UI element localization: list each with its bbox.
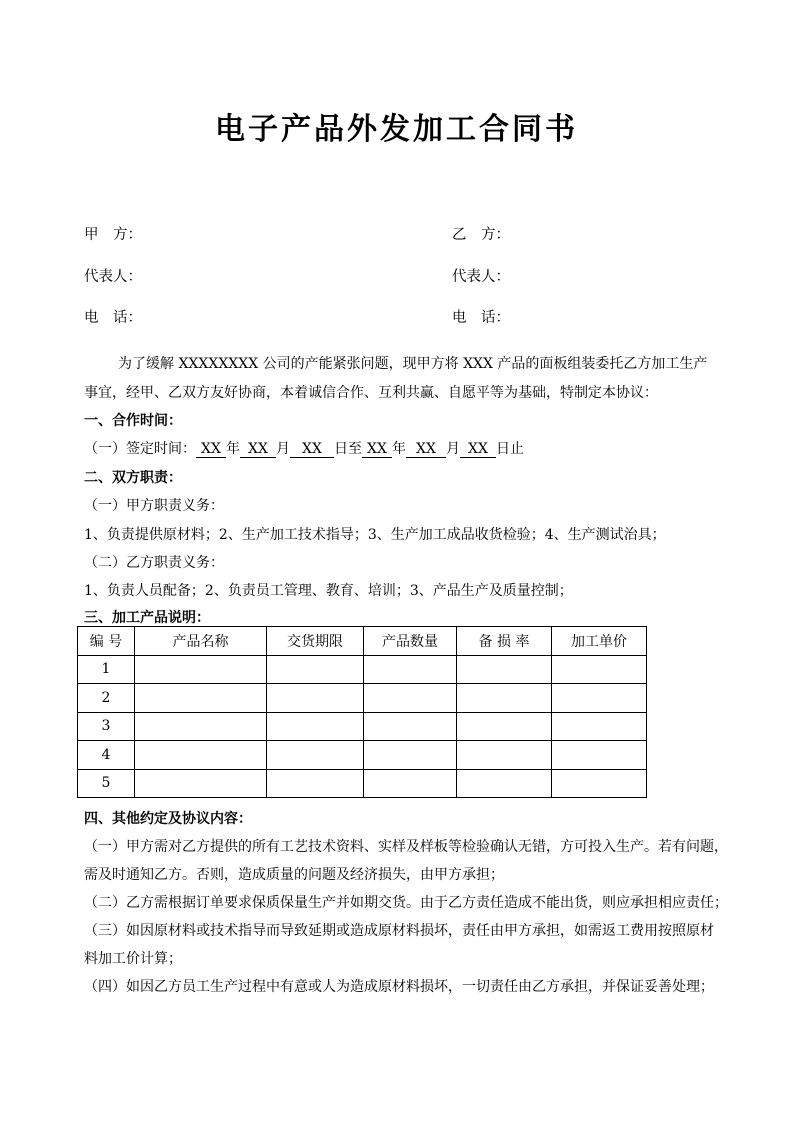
document-title: 电子产品外发加工合同书 (215, 112, 578, 147)
month-label-2: 月 (446, 441, 460, 457)
year-label-2: 年 (392, 441, 406, 457)
phone-b-label: 电 话： (452, 310, 510, 326)
clause-2: （二）乙方需根据订单要求保质保量生产并如期交货。由于乙方责任造成不能出货，则应承担相应责任； (84, 895, 728, 911)
product-table-header (78, 627, 647, 656)
end-month-blank: XX (406, 441, 446, 458)
clause-3-line-1: （三）如因原材料或技术指导而导致延期或造成原材料损坏，责任由甲方承担，如需返工费用按照原材 (84, 923, 714, 939)
end-day-blank: XX (460, 441, 496, 458)
party-b-duties-items: 1、负责人员配备；2、负责员工管理、教育、培训；3、产品生产及质量控制； (84, 583, 573, 599)
header-delivery-deadline: 交货期限 (267, 627, 364, 656)
section-4-heading: 四、其他约定及协议内容： (84, 811, 252, 827)
clause-1-line-2: 需及时通知乙方。否则，造成质量的问题及经济损失，由甲方承担； (84, 867, 504, 883)
clause-1-line-1: （一）甲方需对乙方提供的所有工艺技术资料、实样及样板等检验确认无错，方可投入生产。若有问题， (84, 839, 728, 855)
quantity-cell[interactable] (364, 684, 457, 713)
loss-rate-cell[interactable] (457, 741, 552, 770)
phone-a-label: 电 话： (84, 310, 142, 326)
party-a-duties-items: 1、负责提供原材料；2、生产加工技术指导；3、生产加工成品收货检验；4、生产测试治具； (84, 527, 666, 543)
day-end-label: 日止 (496, 441, 524, 457)
intro-line-1: 为了缓解 XXXXXXXX 公司的产能紧张问题，现甲方将 XXX 产品的面板组装委托乙方加工生产 (118, 356, 708, 372)
row-number: 3 (78, 712, 135, 741)
loss-rate-cell[interactable] (457, 769, 552, 798)
delivery-deadline-cell[interactable] (267, 769, 364, 798)
table-row (78, 655, 647, 684)
section-1-heading: 一、合作时间： (84, 413, 182, 429)
table-row (78, 684, 647, 713)
row-number: 5 (78, 769, 135, 798)
loss-rate-cell[interactable] (457, 655, 552, 684)
party-b-duties-title: （二）乙方职责义务： (84, 555, 224, 571)
delivery-deadline-cell[interactable] (267, 741, 364, 770)
delivery-deadline-cell[interactable] (267, 655, 364, 684)
table-row (78, 741, 647, 770)
loss-rate-cell[interactable] (457, 712, 552, 741)
party-a-label: 甲 方： (84, 227, 142, 243)
representative-a-label: 代表人： (84, 269, 142, 285)
section-2-heading: 二、双方职责： (84, 470, 182, 486)
header-quantity: 产品数量 (364, 627, 457, 656)
start-day-blank: XX (290, 441, 334, 458)
representative-b-label: 代表人： (452, 269, 510, 285)
clause-3-line-2: 料加工价计算； (84, 951, 182, 967)
loss-rate-cell[interactable] (457, 684, 552, 713)
sign-date-line (84, 438, 524, 458)
section-3-heading: 三、加工产品说明： (84, 610, 210, 626)
start-month-blank: XX (240, 441, 276, 458)
intro-line-2: 事宜，经甲、乙双方友好协商，本着诚信合作、互利共赢、自愿平等为基础，特制定本协议： (84, 385, 658, 401)
product-name-cell[interactable] (135, 741, 267, 770)
header-unit-price: 加工单价 (552, 627, 647, 656)
quantity-cell[interactable] (364, 741, 457, 770)
product-name-cell[interactable] (135, 712, 267, 741)
header-number: 编 号 (78, 627, 135, 656)
product-name-cell[interactable] (135, 655, 267, 684)
unit-price-cell[interactable] (552, 741, 647, 770)
header-loss-rate: 备 损 率 (457, 627, 552, 656)
table-row (78, 769, 647, 798)
end-year-blank: XX (362, 441, 392, 458)
product-name-cell[interactable] (135, 769, 267, 798)
start-year-blank: XX (196, 441, 226, 458)
row-number: 1 (78, 655, 135, 684)
row-number: 2 (78, 684, 135, 713)
sign-date-prefix: （一）签定时间： (84, 441, 196, 457)
unit-price-cell[interactable] (552, 684, 647, 713)
product-table (77, 626, 647, 798)
delivery-deadline-cell[interactable] (267, 684, 364, 713)
quantity-cell[interactable] (364, 712, 457, 741)
table-row (78, 712, 647, 741)
row-number: 4 (78, 741, 135, 770)
delivery-deadline-cell[interactable] (267, 712, 364, 741)
product-name-cell[interactable] (135, 684, 267, 713)
quantity-cell[interactable] (364, 655, 457, 684)
header-product-name: 产品名称 (135, 627, 267, 656)
unit-price-cell[interactable] (552, 712, 647, 741)
unit-price-cell[interactable] (552, 769, 647, 798)
party-b-label: 乙 方： (452, 227, 510, 243)
quantity-cell[interactable] (364, 769, 457, 798)
year-label: 年 (226, 441, 240, 457)
unit-price-cell[interactable] (552, 655, 647, 684)
day-to-label: 日至 (334, 441, 362, 457)
month-label: 月 (276, 441, 290, 457)
clause-4: （四）如因乙方员工生产过程中有意或人为造成原材料损坏，一切责任由乙方承担，并保证妥善处理； (84, 979, 714, 995)
party-a-duties-title: （一）甲方职责义务： (84, 498, 224, 514)
